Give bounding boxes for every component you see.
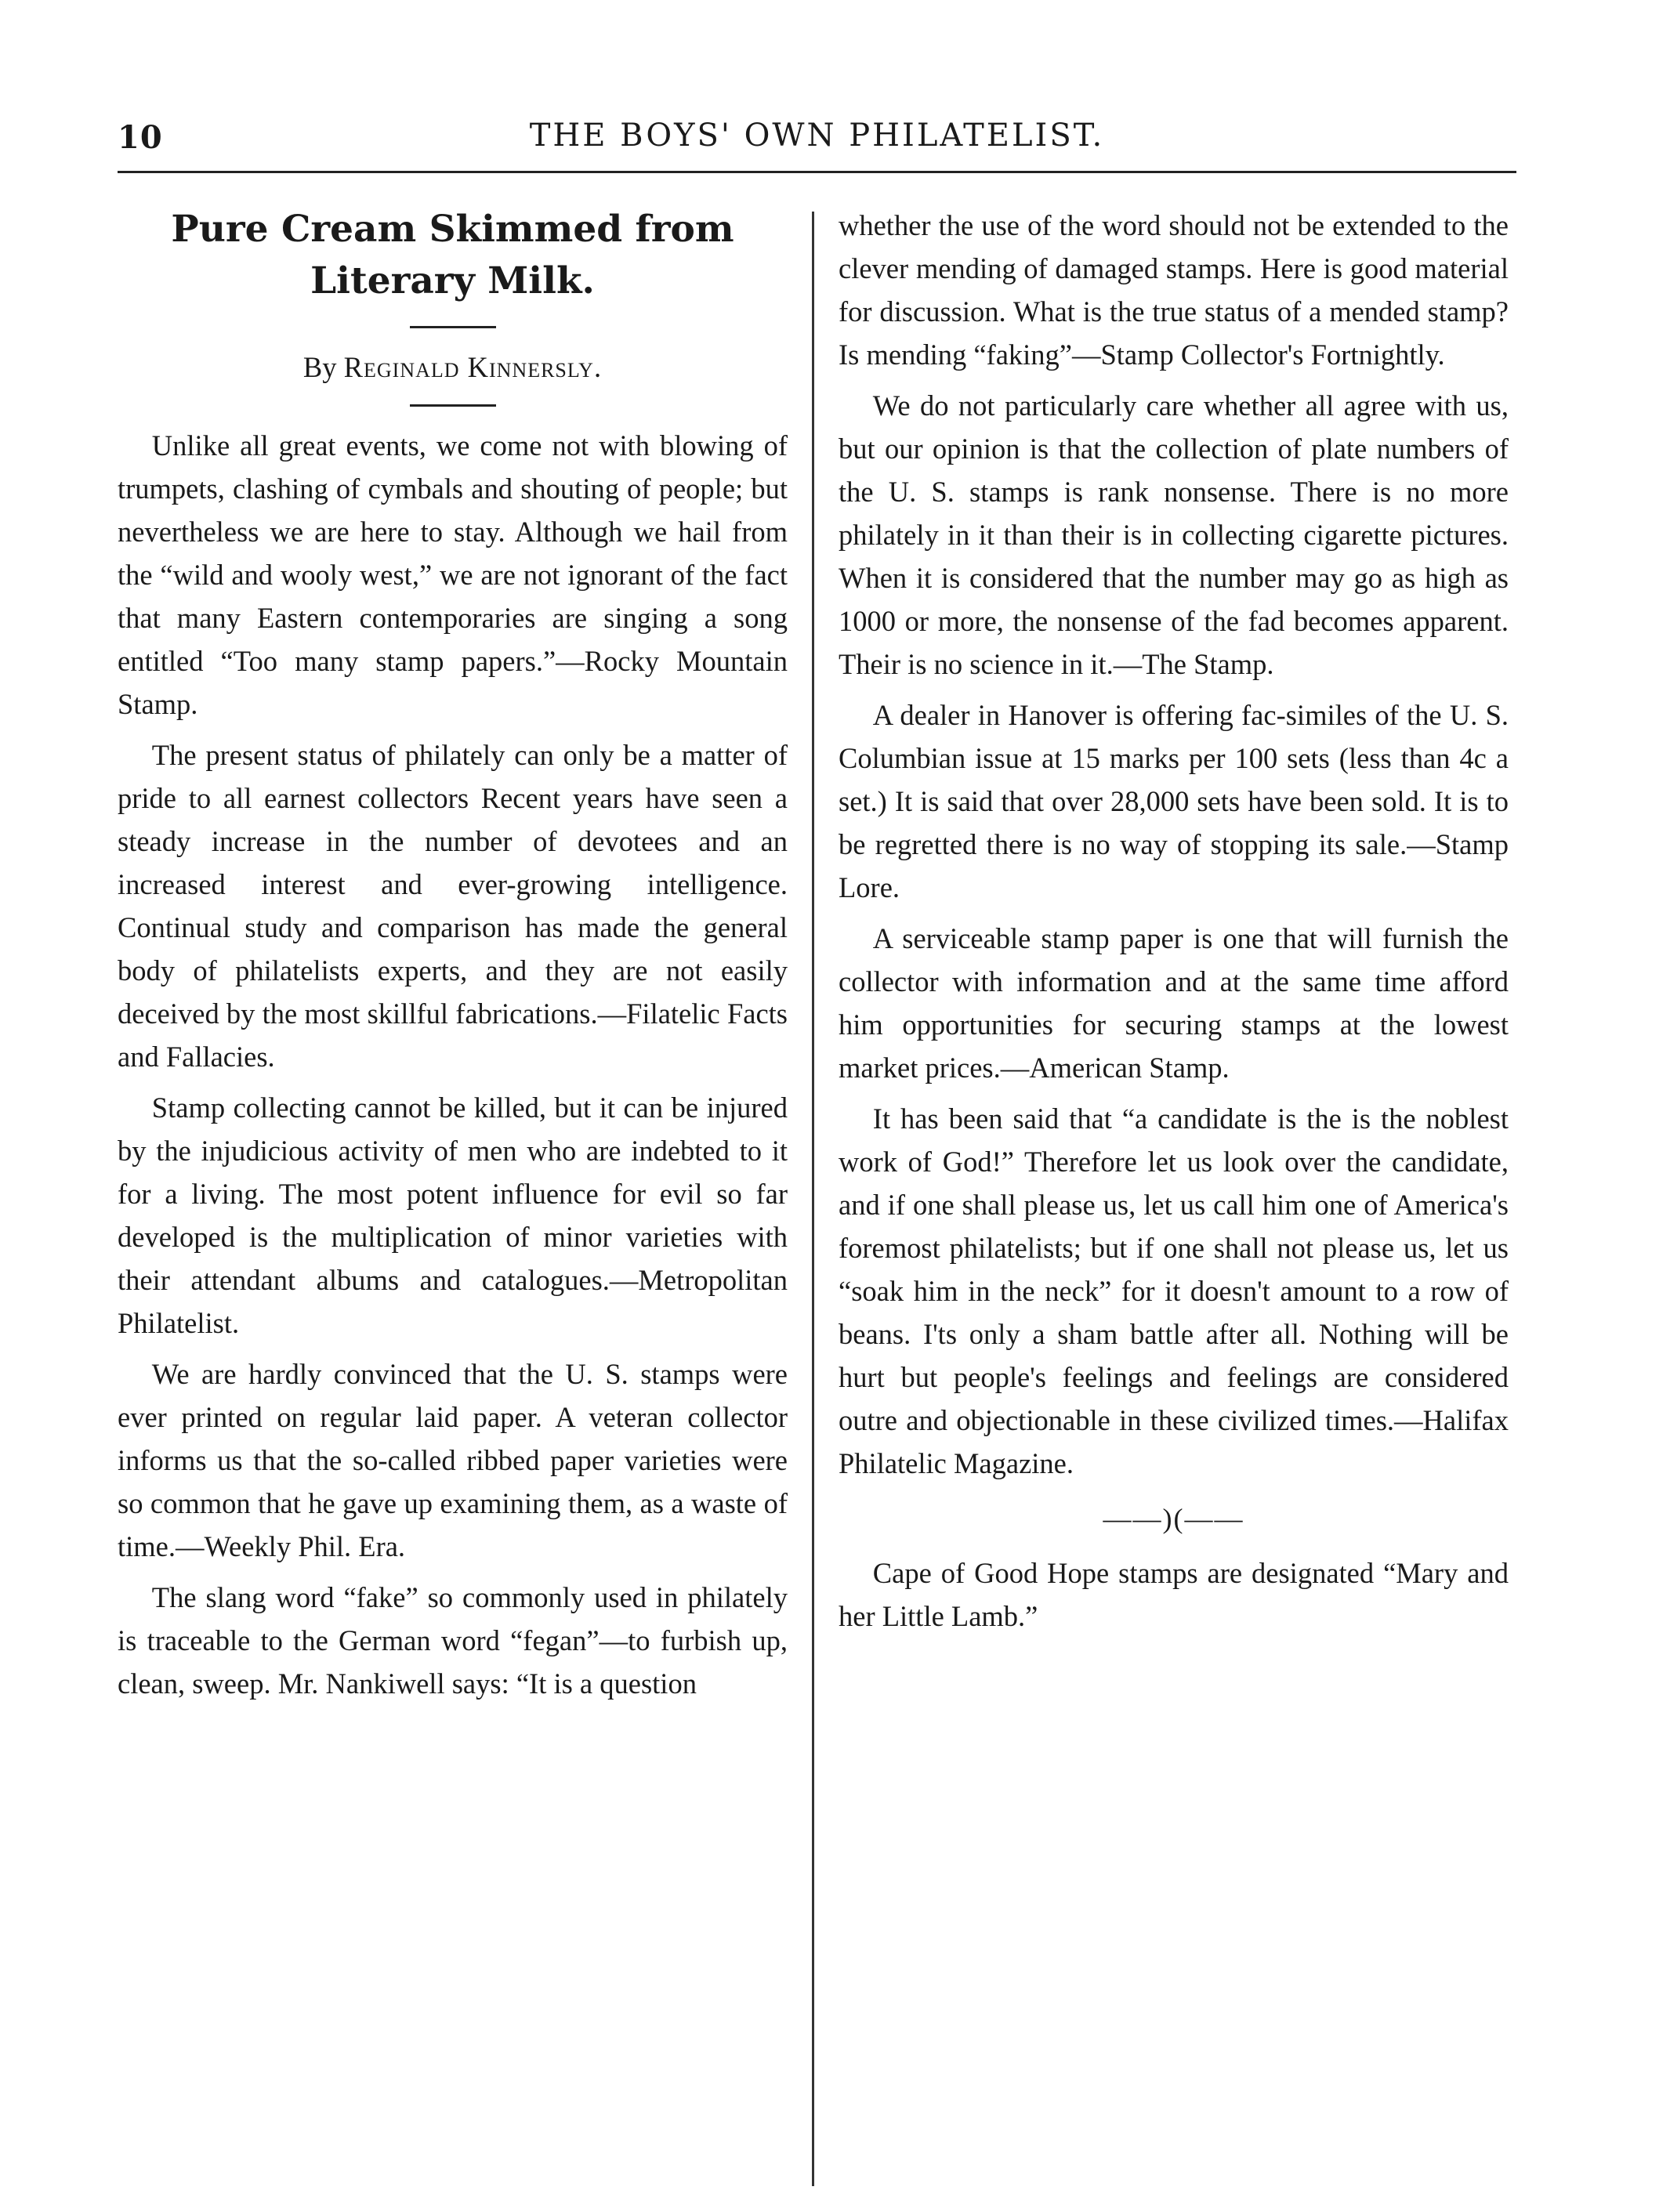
section-separator: ——)(—— <box>1103 1503 1244 1534</box>
byline <box>118 346 788 389</box>
right-column <box>839 204 1509 1645</box>
paragraph: We are hardly convinced that the U. S. stamps were ever printed on regular laid paper. A veteran collector informs us that the so-called ribbed paper varieties were so common that he gave up examining them, as a waste of time.—Weekly Phil. Era. <box>118 1358 788 1562</box>
title-rule <box>410 326 496 328</box>
paragraph: whether the use of the word should not be extended to the clever mending of damaged stamps. Here is good material for discussion. What is the true status of a mended stamp? Is mending “faking”—Stamp Collector's Fortnightly. <box>839 209 1509 371</box>
header-rule <box>118 171 1516 173</box>
page-number: 10 <box>118 119 163 156</box>
left-column <box>118 204 788 1713</box>
paragraph: Cape of Good Hope stamps are designated “Mary and her Little Lamb.” <box>839 1557 1509 1632</box>
paragraph: The present status of philately can only be a matter of pride to all earnest collectors Recent years have seen a steady increase in the number of devotees and an increased interest and ever-growing intelligence. Continual study and comparison has made the general body of philatelists experts, and they are not easily deceived by the most skillful fabrications.—Filatelic Facts and Fallacies. <box>118 739 788 1073</box>
byline-author: Reginald Kinnersly. <box>343 351 603 383</box>
magazine-page <box>118 118 1516 2170</box>
paragraph: A dealer in Hanover is offering fac-similes of the U. S. Columbian issue at 15 marks per 100 sets (less than 4c a set.) It is said that over 28,000 sets have been sold. It is to be regretted there is no way of stopping its sale.—Stamp Lore. <box>839 699 1509 903</box>
byline-rule <box>410 404 496 407</box>
running-head <box>118 118 1516 161</box>
paragraph: It has been said that “a candidate is the is the noblest work of God!” Therefore let us look over the candidate, and if one shall please us, let us call him one of America's foremost philatelists; but if one shall not please us, let us “soak him in the neck” for it doesn't amount to a row of beans. I'ts only a sham battle after all. Nothing will be hurt but people's feelings and feelings are considered outre and objectionable in these civilized times.—Halifax Philatelic Magazine. <box>839 1102 1509 1479</box>
article-title: Pure Cream Skimmed from Literary Milk. <box>171 208 734 302</box>
byline-prefix: By <box>302 351 337 383</box>
paragraph: We do not particularly care whether all agree with us, but our opinion is that the collection of plate numbers of the U. S. stamps is rank nonsense. There is no more philately in it than their is in collecting cigarette pictures. When it is considered that the number may go as high as 1000 or more, the nonsense of the fad becomes apparent. Their is no science in it.—The Stamp. <box>839 389 1509 680</box>
column-divider <box>812 212 814 2186</box>
paragraph: Unlike all great events, we come not with blowing of trumpets, clashing of cymbals and shouting of people; but nevertheless we are here to stay. Although we hail from the “wild and wooly west,” we are not ignorant of the fact that many Eastern contemporaries are singing a song entitled “Too many stamp papers.”—Rocky Mountain Stamp. <box>118 429 788 720</box>
paragraph: The slang word “fake” so commonly used in philately is traceable to the German word “fegan”—to furbish up, clean, sweep. Mr. Nankiwell says: “It is a question <box>118 1581 788 1700</box>
journal-title: THE BOYS' OWN PHILATELIST. <box>529 118 1105 154</box>
paragraph: A serviceable stamp paper is one that will furnish the collector with information and at the same time afford him opportunities for securing stamps at the lowest market prices.—American Stamp. <box>839 922 1509 1084</box>
paragraph: Stamp collecting cannot be killed, but it can be injured by the injudicious activity of men who are indebted to it for a living. The most potent influence for evil so far developed is the multiplication of minor varieties with their attendant albums and catalogues.—Metropolitan Philatelist. <box>118 1092 788 1339</box>
